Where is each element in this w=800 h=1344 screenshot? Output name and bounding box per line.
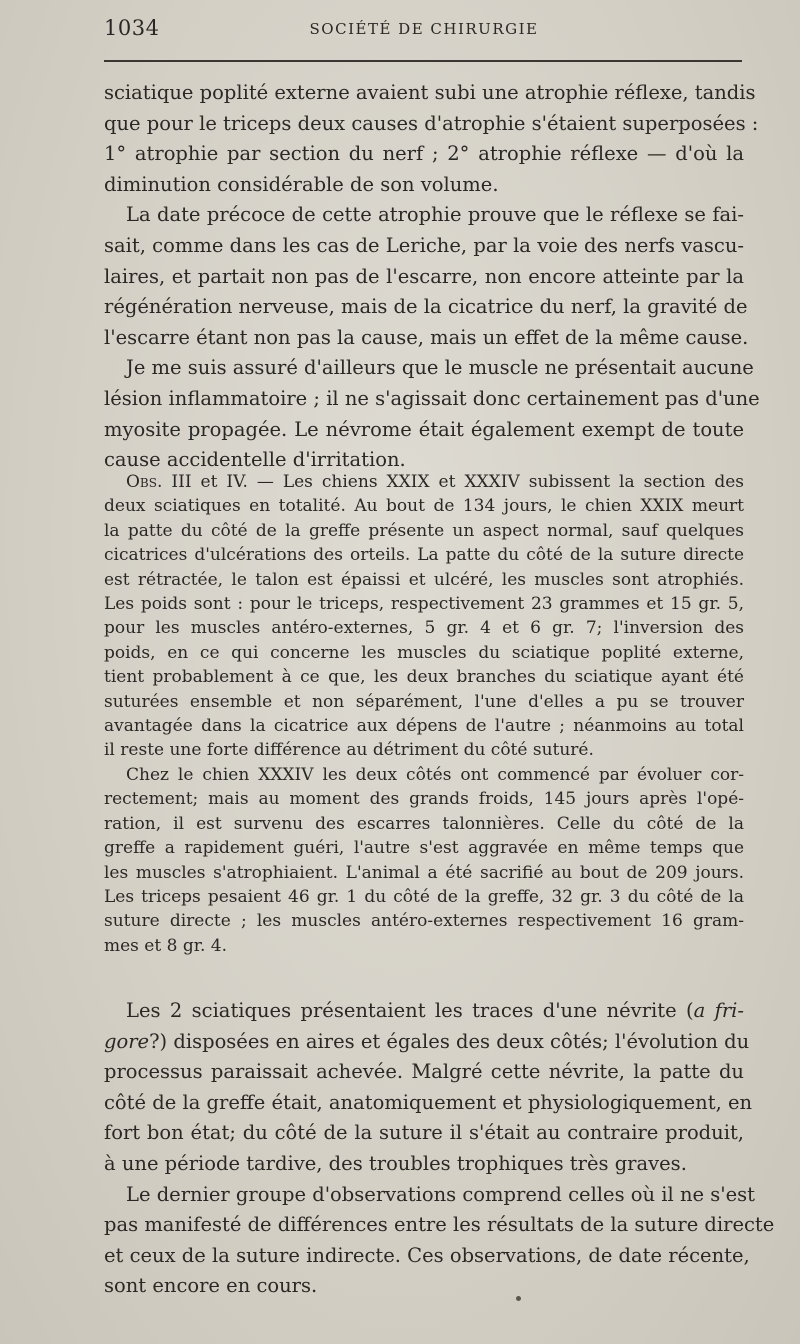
page-header xyxy=(104,16,744,46)
italic-fragment: gore xyxy=(104,1029,150,1053)
text-fragment: ?) disposées en aires et égales des deux côtés; l'évolution du xyxy=(149,1029,750,1053)
text-line: myosite propagée. Le névrome était également exempt de toute xyxy=(104,417,744,441)
text-line: avantagée dans la cicatrice aux dépens de l'autre ; néanmoins au total xyxy=(104,716,744,737)
running-head: SOCIÉTÉ DE CHIRURGIE xyxy=(309,20,539,38)
text-line: lésion inflammatoire ; il ne s'agissait donc certainement pas d'une xyxy=(104,386,760,410)
text-line: côté de la greffe était, anatomiquement et physiologiquement, en xyxy=(104,1090,753,1114)
text-line: diminution considérable de son volume. xyxy=(104,172,499,196)
text-line: l'escarre étant non pas la cause, mais un effet de la même cause. xyxy=(104,325,749,349)
text-line: la patte du côté de la greffe présente un aspect normal, sauf quelques xyxy=(104,520,744,541)
text-line: cause accidentelle d'irritation. xyxy=(104,448,406,472)
body-section-1 xyxy=(104,78,760,476)
body-section-2 xyxy=(104,996,775,1302)
obs-first-line: III et IV. — Les chiens XXIX et XXXIV subissent la section des xyxy=(171,472,745,492)
text-line: il reste une forte différence au détriment du côté suturé. xyxy=(104,740,594,761)
text-line: 1° atrophie par section du nerf ; 2° atrophie réflexe — d'où la xyxy=(104,142,744,166)
text-line: et ceux de la suture indirecte. Ces observations, de date récente, xyxy=(104,1243,750,1267)
obs-label: Obs. xyxy=(126,472,163,492)
text-line: ration, il est survenu des escarres talonnières. Celle du côté de la xyxy=(104,813,744,834)
text-line xyxy=(104,1027,750,1058)
header-rule xyxy=(104,60,742,62)
text-line: Chez le chien XXXIV les deux côtés ont commencé par évoluer cor- xyxy=(126,764,744,785)
text-line: greffe a rapidement guéri, l'autre s'est aggravée en même temps que xyxy=(104,838,744,859)
text-line: pas manifesté de différences entre les résultats de la suture directe xyxy=(104,1213,775,1237)
text-line: processus paraissait achevée. Malgré cette névrite, la patte du xyxy=(104,1060,744,1084)
text-line: que pour le triceps deux causes d'atrophie s'étaient superposées : xyxy=(104,111,759,135)
italic-fragment: a fri- xyxy=(693,999,744,1022)
text-line: cicatrices d'ulcérations des orteils. La patte du côté de la suture directe xyxy=(104,545,744,566)
text-line: laires, et partait non pas de l'escarre, non encore atteinte par la xyxy=(104,264,744,288)
text-line: La date précoce de cette atrophie prouve que le réflexe se fai- xyxy=(126,203,744,227)
text-line: régénération nerveuse, mais de la cicatrice du nerf, la gravité de xyxy=(104,295,748,319)
observation-block xyxy=(104,470,744,958)
text-line: les muscles s'atrophiaient. L'animal a été sacrifié au bout de 209 jours. xyxy=(104,862,744,883)
text-line: est rétractée, le talon est épaissi et ulcéré, les muscles sont atrophiés. xyxy=(104,569,744,590)
text-line: pour les muscles antéro-externes, 5 gr. 4 et 6 gr. 7; l'inversion des xyxy=(104,618,744,639)
text-line: rectement; mais au moment des grands froids, 145 jours après l'opé- xyxy=(104,789,744,810)
text-line: sait, comme dans les cas de Leriche, par la voie des nerfs vascu- xyxy=(104,233,744,257)
text-line: tient probablement à ce que, les deux branches du sciatique ayant été xyxy=(104,667,744,688)
text-line: sont encore en cours. xyxy=(104,1274,318,1298)
text-line xyxy=(104,996,744,1027)
text-fragment: Les 2 sciatiques présentaient les traces d'une névrite ( xyxy=(126,999,694,1022)
text-line: Les triceps pesaient 46 gr. 1 du côté de la greffe, 32 gr. 3 du côté de la xyxy=(104,886,744,907)
text-line: à une période tardive, des troubles trophiques très graves. xyxy=(104,1151,687,1175)
text-line: deux sciatiques en totalité. Au bout de 134 jours, le chien XXIX meurt xyxy=(104,496,744,517)
text-line: fort bon état; du côté de la suture il s'était au contraire produit, xyxy=(104,1121,744,1145)
text-line xyxy=(104,470,744,494)
text-line: suture directe ; les muscles antéro-externes respectivement 16 gram- xyxy=(104,911,744,932)
text-line: sciatique poplité externe avaient subi une atrophie réflexe, tandis xyxy=(104,81,756,104)
text-line: Le dernier groupe d'observations comprend celles où il ne s'est xyxy=(126,1182,755,1206)
ink-speck xyxy=(516,1296,521,1301)
text-line: suturées ensemble et non séparément, l'une d'elles a pu se trouver xyxy=(104,691,744,712)
text-line: Les poids sont : pour le triceps, respectivement 23 grammes et 15 gr. 5, xyxy=(104,594,744,615)
text-line: poids, en ce qui concerne les muscles du sciatique poplité externe, xyxy=(104,642,744,663)
page-number: 1034 xyxy=(104,16,160,40)
text-line: Je me suis assuré d'ailleurs que le muscle ne présentait aucune xyxy=(126,356,754,380)
text-line: mes et 8 gr. 4. xyxy=(104,935,227,956)
